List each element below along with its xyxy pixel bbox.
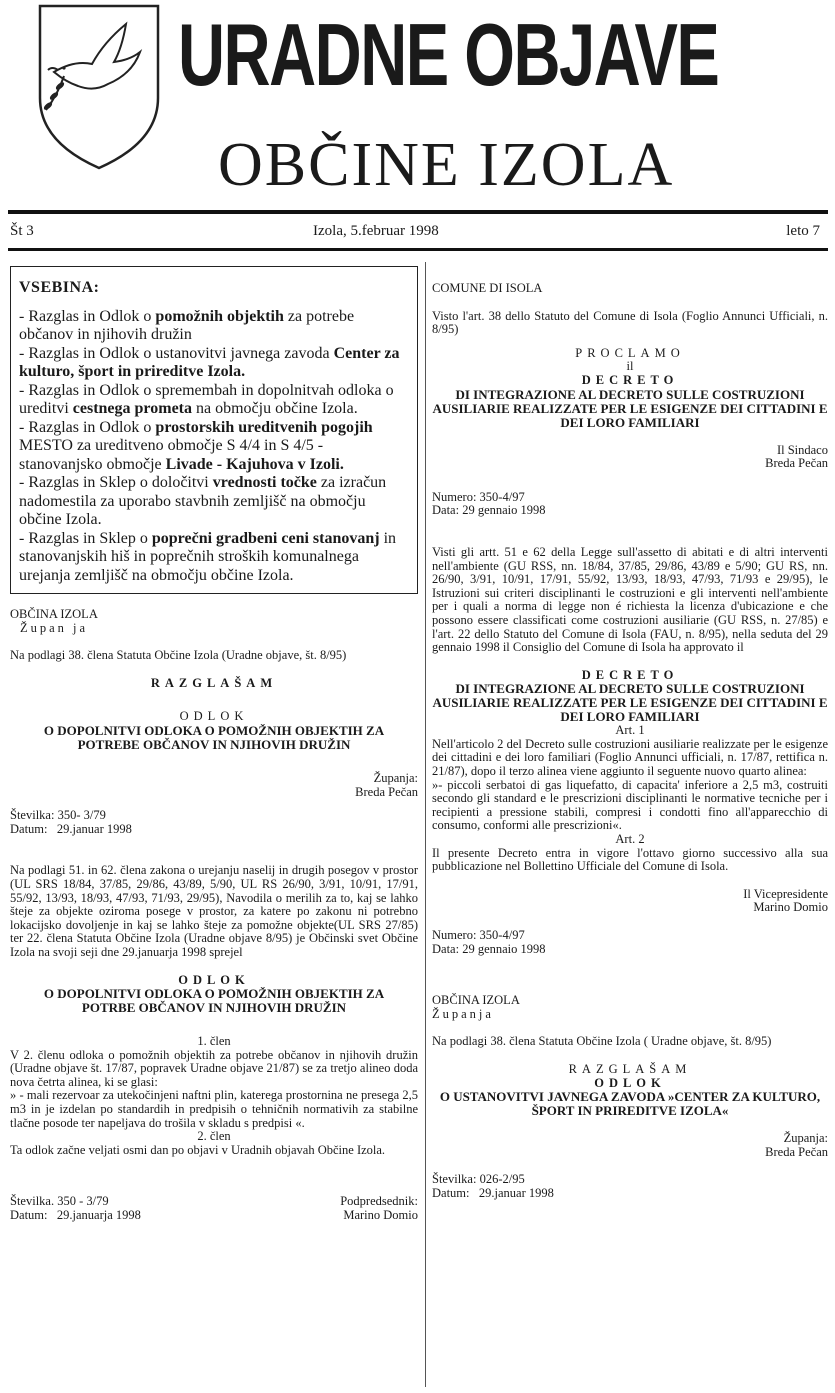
article-quote: » - mali rezervoar za utekočinjeni naftni plin, katerega prostornina ne presega 2,5 m3 in je izdelan po standardih in predpisih o tehničnih normativih za stabilne tlačne posode ter napeljava do trošila v skladu s predpisi «.: [10, 1088, 418, 1130]
reference-date: Datum: 29.januarja 1998: [10, 1208, 141, 1223]
article-text: V 2. členu odloka o pomožnih objektih za potrebe občanov in njihovih družin (Uradne objave št. 17/87, popravek Uradne objave 21/87) se za tretjo alineo doda nova četrta alinea, ki se glasi:: [10, 1047, 418, 1089]
proclamation: PROCLAMO: [575, 345, 685, 360]
authority: COMUNE DI ISOLA: [432, 281, 543, 295]
mayor-title: Županja:: [373, 770, 418, 785]
article-label: Art. 2: [615, 832, 645, 847]
proclamation: RAZGLAŠAM: [150, 675, 278, 690]
article-label: 2. člen: [197, 1129, 231, 1144]
mayor-title: Županja:: [783, 1131, 828, 1146]
signature-block: [10, 1177, 418, 1222]
decreto-subtitle: DI INTEGRAZIONE AL DECRETO SULLE COSTRUZIONI AUSILIARIE REALIZZATE PER LE ESIGENZE DEI CITTADINI E DEI LORO FAMILIARI: [432, 386, 828, 430]
odlok-title: ODLOK: [178, 972, 250, 987]
reference-date: Data: 29 gennaio 1998: [432, 941, 546, 956]
mayor-name: Breda Pečan: [355, 784, 418, 799]
authority: OBČINA IZOLA: [432, 993, 520, 1008]
proclamation: RAZGLAŠAM: [568, 1061, 692, 1076]
reference-number: Številka: 350- 3/79: [10, 808, 106, 823]
toc-item: - Razglas in Odlok o spremembah in dopolnitvah odloka o ureditvi cestnega prometa na območju občine Izola.: [19, 381, 394, 417]
issue-place-date: Izola, 5.februar 1998: [313, 223, 439, 239]
right-column: [432, 282, 828, 1201]
reference-number: Numero: 350-4/97: [432, 489, 525, 504]
office: Župan ja: [20, 620, 89, 635]
reference-date: Datum: 29.januar 1998: [10, 821, 132, 836]
article-text: Nell'articolo 2 del Decreto sulle costruzioni ausiliarie realizzate per le esigenze dei cittadini e dei loro familiari (Foglio Annunci ufficiali, n. 17/87, rettifica n. 21/87), dopo il terzo alinea viene aggiunto il seguente nuovo quarto alinea:: [432, 736, 828, 779]
article-label: Art. 1: [615, 723, 645, 738]
toc-item: - Razglas in Sklep o poprečni gradbeni ceni stanovanj in stanovanjskih hiš in poprečnih stroških komunalnega urejanja zemljišč na območju občine Izola.: [19, 529, 397, 584]
legal-basis: Na podlagi 38. člena Statuta Občine Izola ( Uradne objave, št. 8/95): [432, 1034, 772, 1049]
legal-basis: Na podlagi 38. člena Statuta Občine Izola (Uradne objave, št. 8/95): [10, 648, 347, 663]
issue-year: leto 7: [786, 223, 820, 239]
newspaper-subtitle: OBČINE IZOLA: [218, 131, 675, 199]
toc-item: - Razglas in Odlok o prostorskih ureditvenih pogojih MESTO za ureditveno območje S 4/4 in S 4/5 - stanovanjsko območje Livade - Kajuhova v Izoli.: [19, 418, 373, 473]
reference-number: Numero: 350-4/97: [432, 928, 525, 942]
decreto-subtitle: DI INTEGRAZIONE AL DECRETO SULLE COSTRUZIONI AUSILIARIE REALIZZATE PER LE ESIGENZE DEI CITTADINI E DEI LORO FAMILIARI: [432, 681, 828, 725]
decreto-title: DECRETO: [581, 372, 679, 387]
masthead-rule-top: [8, 210, 828, 214]
vice-president-name: Marino Domio: [753, 900, 828, 915]
column-divider: [425, 262, 426, 1387]
preamble: Visti gli artt. 51 e 62 della Legge sull'assetto di abitati e di altri interventi nell'ambiente (GU RSS, nn. 18/84, 37/85, 29/86, 43/89 e 5/90; GU RS, nn. 26/90, 3/91, 10/91, 17/91, 55/92, 13/93, 18/93, 47/93, 71/93 e 29/95), le Istruzioni sui criteri disciplinanti le costruzioni e gli interventi nell'ambiente per i quali a norma di legge non é richiesta la licenza d'ubicazione e che possono essere classificati come costruzioni ausiliarie (GU RSS, n. 27/85) e l'art. 22 dello Statuto del Comune di Isola (FAU, n. 8/95), nella seduta del 29 gennaio 1998 il Consiglio del Comune di Isola ha approvato il: [432, 544, 828, 655]
toc-item: - Razglas in Odlok o ustanovitvi javnega zavoda Center za kulturo, šport in prireditve Izola.: [19, 344, 400, 380]
odlok-subtitle: O DOPOLNITVI ODLOKA O POMOŽNIH OBJEKTIH ZA POTRBE OBČANOV IN NJIHOVIH DRUŽIN: [43, 986, 385, 1016]
article-label: 1. člen: [197, 1034, 231, 1049]
left-column: [10, 266, 418, 1223]
contents-heading: VSEBINA:: [19, 279, 100, 296]
reference-number: Številka. 350 - 3/79: [10, 1194, 109, 1209]
odlok-subtitle: O DOPOLNITVI ODLOKA O POMOŽNIH OBJEKTIH ZA POTREBE OBČANOV IN NJIHOVIH DRUŽIN: [43, 722, 385, 752]
preamble: Na podlagi 51. in 62. člena zakona o urejanju naselij in drugih posegov v prostor (UL SRS 18/84, 37/85, 29/86, 43/89, 5/90, UL RS 26/90, 3/91, 10/91, 17/91, 55/92, 13/93, 18/93, 47/93, 71/93, 29/95), Navodila o merilih za to, kaj se lahko šteje za objekte oziroma posege v prostor, za katere po zakonu ni potrebno lokacijsko dovoljenje in kaj se lahko šteje za pomožne objekte(UL SRS 27/85) ter 22. člena Statuta Občine Izola (Uradne objave 8/95) je Občinski svet Občine Izola na svoji seji dne 29.januarja 1998 sprejel: [10, 863, 418, 959]
article-quote: »- piccoli serbatoi di gas liquefatto, di capacita' inferiore a 2,5 m3, costruiti secondo gli standard e le prescrizioni disciplinanti le normative tecniche per i recipienti a pressione stabili, compresi i condotti fino all'apparecchio di consumo, conformi alle prescrizioni«.: [432, 777, 828, 833]
decreto-title: DECRETO: [581, 667, 679, 682]
vice-president-name: Marino Domio: [343, 1208, 418, 1223]
odlok-subtitle: O USTANOVITVI JAVNEGA ZAVODA »CENTER ZA KULTURO, ŠPORT IN PRIREDITVE IZOLA«: [439, 1089, 821, 1119]
newspaper-title: URADNE OBJAVE: [178, 5, 719, 104]
reference-date: Data: 29 gennaio 1998: [432, 503, 546, 518]
masthead: [0, 0, 835, 256]
vice-president-title: Podpredsednik:: [340, 1194, 418, 1209]
odlok-title: ODLOK: [594, 1075, 666, 1090]
coat-of-arms-dove-logo: [34, 2, 164, 172]
contents-box: [10, 266, 418, 594]
issue-line: [10, 223, 820, 245]
article-text: Il presente Decreto entra in vigore l'ottavo giorno successivo alla sua pubblicazione nel Bollettino Ufficiale del Comune di Isola.: [432, 845, 828, 874]
il-word: il: [626, 359, 634, 374]
legal-basis: Visto l'art. 38 dello Statuto del Comune di Isola (Foglio Annunci Ufficiali, n. 8/95): [432, 308, 828, 337]
authority: OBČINA IZOLA: [10, 607, 98, 621]
reference-number: Številka: 026-2/95: [432, 1172, 525, 1187]
reference-date: Datum: 29.januar 1998: [432, 1185, 554, 1200]
odlok-title: ODLOK: [179, 709, 249, 724]
issue-number: Št 3: [10, 223, 34, 239]
toc-item: - Razglas in Odlok o pomožnih objektih za potrebe občanov in njihovih družin: [19, 307, 355, 343]
masthead-rule-bottom: [8, 248, 828, 251]
toc-item: - Razglas in Sklep o določitvi vrednosti točke za izračun nadomestila za uporabo stavbnih zemljišč na območju občine Izola.: [19, 474, 387, 528]
mayor-title: Il Sindaco: [776, 442, 828, 457]
mayor-name: Breda Pečan: [765, 456, 828, 471]
article-text: Ta odlok začne veljati osmi dan po objavi v Uradnih objavah Občine Izola.: [10, 1142, 386, 1157]
vice-president-title: Il Vicepresidente: [743, 886, 828, 901]
mayor-name: Breda Pečan: [765, 1144, 828, 1159]
office: Županja: [432, 1006, 494, 1021]
